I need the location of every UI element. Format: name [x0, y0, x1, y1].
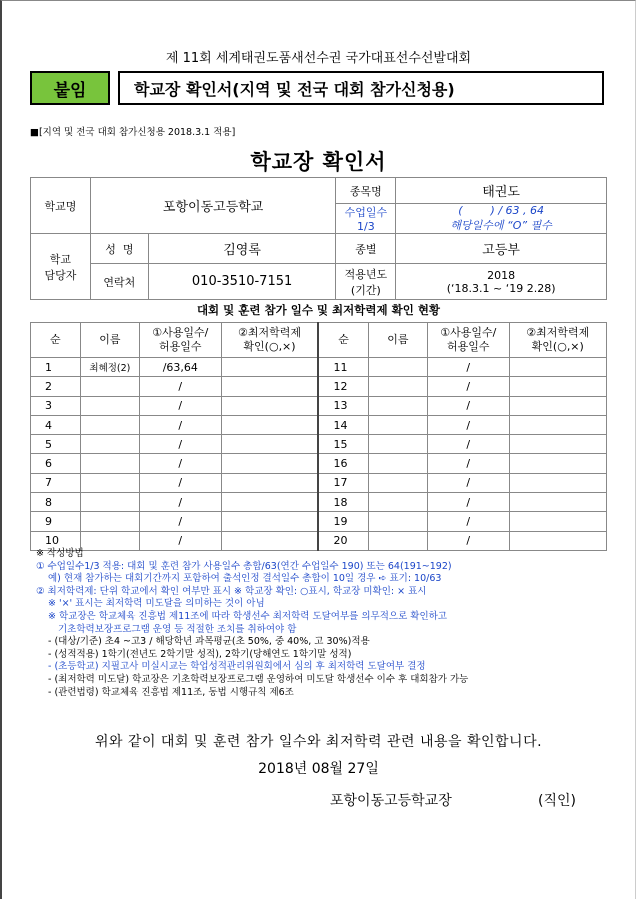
row-number: 6: [31, 454, 81, 473]
note-2d: 기초학력보장프로그램 운영 등 적절한 조치를 취하여야 함: [58, 623, 297, 635]
event-title: 제 11회 세계태권도품새선수권 국가대표선수선발대회: [165, 51, 472, 66]
applicability-note: ■[지역 및 전국 대회 참가신청용 2018.3.1 적용]: [30, 127, 236, 138]
contact-label-line2: 담당자: [44, 268, 77, 282]
min-academic-check: [221, 358, 318, 377]
student-name: [368, 377, 427, 396]
period-label-line2: (기간): [350, 283, 381, 297]
days-used: /: [140, 512, 222, 531]
row-number: 20: [318, 531, 368, 550]
student-name: [368, 415, 427, 434]
min-academic-check: [221, 415, 318, 434]
division-label: 종별: [336, 234, 396, 264]
contact-name: 김영록: [148, 234, 336, 264]
days-used: /: [427, 531, 509, 550]
principal-name: 포항이동고등학교장: [330, 793, 452, 809]
class-days-value-line1: ( ) / 63 , 64: [458, 204, 545, 217]
class-days-value-line2: 해당일수에 “O” 필수: [450, 219, 552, 232]
days-used: /: [427, 358, 509, 377]
row-number: 4: [31, 415, 81, 434]
row-number: 1: [31, 358, 81, 377]
student-name: [368, 473, 427, 492]
period-label-line1: 적용년도: [344, 267, 388, 281]
days-used: /: [427, 377, 509, 396]
student-name: [368, 512, 427, 531]
class-days-label-line1: 수업일수: [344, 206, 388, 219]
table-row: [31, 377, 607, 396]
row-number: 12: [318, 377, 368, 396]
days-used: /: [140, 531, 222, 550]
phone-value: 010-3510-7151: [148, 264, 336, 300]
days-used: /: [427, 493, 509, 512]
period-value-line1: 2018: [487, 268, 516, 282]
class-days-value: [396, 204, 607, 234]
table-row: [31, 512, 607, 531]
min-academic-check: [509, 396, 607, 415]
school-name: 포항이동고등학교: [90, 178, 336, 234]
min-academic-check: [509, 493, 607, 512]
days-used: /: [427, 473, 509, 492]
section-title: 대회 및 훈련 참가 일수 및 최저학력제 확인 현황: [196, 303, 441, 317]
days-used: /: [140, 435, 222, 454]
min-academic-check: [509, 473, 607, 492]
days-used: /: [140, 415, 222, 434]
sport-label: 종목명: [336, 178, 396, 204]
confirmation-statement: 위와 같이 대회 및 훈련 참가 일수와 최저학력 관련 내용을 확인합니다.: [94, 734, 543, 750]
min-academic-check: [221, 435, 318, 454]
period-label: [336, 264, 396, 300]
student-name: 최혜정(2): [80, 358, 139, 377]
student-name: [80, 435, 139, 454]
col-min-header-right-line2: 확인(○,×): [531, 340, 584, 353]
attachment-tag: 붙임: [30, 71, 110, 105]
class-days-label-line2: 1/3: [357, 220, 375, 233]
table-row: [31, 435, 607, 454]
days-used: /: [427, 415, 509, 434]
days-used: /: [140, 493, 222, 512]
note-2c: ※ 학교장은 학교체육 진흥법 제11조에 따라 학생선수 최저학력 도달여부를 의무적으로 확인하고: [48, 610, 447, 622]
student-name: [80, 415, 139, 434]
document-title-box: 학교장 확인서(지역 및 전국 대회 참가신청용): [118, 71, 604, 105]
student-name: [80, 396, 139, 415]
days-used: /: [427, 512, 509, 531]
row-number: 14: [318, 415, 368, 434]
student-name: [368, 454, 427, 473]
phone-label: 연락처: [90, 264, 148, 300]
days-used: /: [140, 396, 222, 415]
student-name: [80, 377, 139, 396]
row-number: 8: [31, 493, 81, 512]
min-academic-check: [509, 435, 607, 454]
min-academic-check: [509, 454, 607, 473]
row-number: 10: [31, 531, 81, 550]
min-academic-check: [221, 454, 318, 473]
min-academic-check: [221, 396, 318, 415]
signing-date: 2018년 08월 27일: [258, 761, 379, 777]
row-number: 2: [31, 377, 81, 396]
period-value-line2: (‘18.3.1 ~ ‘19 2.28): [446, 281, 556, 295]
col-days-header: [140, 323, 222, 358]
table-row: [31, 396, 607, 415]
student-name: [368, 396, 427, 415]
row-number: 11: [318, 358, 368, 377]
student-name: [368, 358, 427, 377]
note-2a: ② 최저학력제: 단위 학교에서 확인 여부만 표시 ※ 학교장 확인: ○표시, 학교장 미확인: × 표시: [36, 585, 427, 597]
name-label: 성 명: [90, 234, 148, 264]
note-1a: ① 수업일수1/3 적용: 대회 및 훈련 참가 사용일수 총합/63(연간 수업일수 190) 또는 64(191~192): [36, 560, 452, 572]
days-used: /63,64: [140, 358, 222, 377]
col-days-header-right-line2: 허용일수: [446, 340, 490, 353]
info-table: [30, 177, 607, 300]
days-used: /: [140, 454, 222, 473]
sport-value: 태권도: [396, 178, 607, 204]
min-academic-check: [509, 377, 607, 396]
row-number: 17: [318, 473, 368, 492]
days-used: /: [427, 454, 509, 473]
col-min-header: [221, 323, 318, 358]
row-number: 3: [31, 396, 81, 415]
student-name: [80, 454, 139, 473]
student-name: [80, 473, 139, 492]
min-academic-check: [221, 473, 318, 492]
division-value: 고등부: [396, 234, 607, 264]
days-used: /: [140, 377, 222, 396]
row-number: 19: [318, 512, 368, 531]
row-number: 18: [318, 493, 368, 512]
note-2b: ※ '×' 표시는 최저학력 미도달을 의미하는 것이 아님: [48, 598, 265, 610]
row-number: 7: [31, 473, 81, 492]
row-number: 9: [31, 512, 81, 531]
table-row: [31, 415, 607, 434]
note-4: - (성적적용) 1학기(전년도 2학기말 성적), 2학기(당해연도 1학기말 성적): [48, 648, 352, 660]
table-row: [31, 454, 607, 473]
main-title: 학교장 확인서: [250, 150, 387, 174]
col-name-header-right: 이름: [368, 323, 427, 358]
student-name: [368, 435, 427, 454]
table-row: [31, 473, 607, 492]
min-academic-check: [509, 512, 607, 531]
days-used: /: [427, 435, 509, 454]
days-used: /: [427, 396, 509, 415]
min-academic-check: [509, 358, 607, 377]
contact-label-line1: 학교: [49, 252, 72, 266]
min-academic-check: [221, 512, 318, 531]
notes-heading: ※ 작성방법: [36, 548, 84, 559]
period-value: [396, 264, 607, 300]
col-name-header: 이름: [80, 323, 139, 358]
school-label: 학교명: [31, 178, 91, 234]
row-number: 5: [31, 435, 81, 454]
table-row: [31, 493, 607, 512]
days-used: /: [140, 473, 222, 492]
table-row: [31, 358, 607, 377]
col-days-header-right: [427, 323, 509, 358]
student-name: [80, 512, 139, 531]
col-no-header: 순: [31, 323, 81, 358]
row-number: 16: [318, 454, 368, 473]
col-no-header-right: 순: [318, 323, 368, 358]
min-academic-check: [221, 493, 318, 512]
class-days-label: [336, 204, 396, 234]
note-5: - (초등학교) 지필고사 미실시교는 학업성적관리위원회에서 심의 후 최저학력 도달여부 결정: [48, 661, 426, 673]
note-1b: 예) 현재 참가하는 대회기간까지 포함하여 출석인정 결석일수 총합이 10일 경우 ➪ 표기: 10/63: [48, 573, 442, 585]
note-7: - (관련법령) 학교체육 진흥법 제11조, 동법 시행규칙 제6조: [48, 686, 294, 698]
col-days-header-line2: 허용일수: [159, 340, 202, 353]
col-min-header-right: [509, 323, 607, 358]
min-academic-check: [221, 377, 318, 396]
col-days-header-right-line1: ①사용일수/: [440, 326, 497, 339]
student-name: [368, 493, 427, 512]
row-number: 15: [318, 435, 368, 454]
contact-label: [31, 234, 91, 300]
participation-table: [30, 322, 607, 551]
instructions: [36, 548, 616, 699]
table-header-row: [31, 323, 607, 358]
col-min-header-right-line1: ②최저학력제: [526, 326, 590, 339]
note-3: - (대상/기준) 초4 ~고3 / 해당학년 과목평균(초 50%, 중 40%, 고 30%)적용: [48, 636, 370, 648]
col-min-header-line2: 확인(○,×): [243, 340, 296, 353]
col-min-header-line1: ②최저학력제: [238, 326, 301, 339]
note-6: - (최저학력 미도달) 학교장은 기초학력보장프로그램 운영하여 미도달 학생선수 이수 후 대회참가 가능: [48, 673, 469, 685]
col-days-header-line1: ①사용일수/: [152, 326, 209, 339]
student-name: [80, 493, 139, 512]
min-academic-check: [509, 415, 607, 434]
row-number: 13: [318, 396, 368, 415]
official-seal: (직인): [538, 793, 576, 809]
